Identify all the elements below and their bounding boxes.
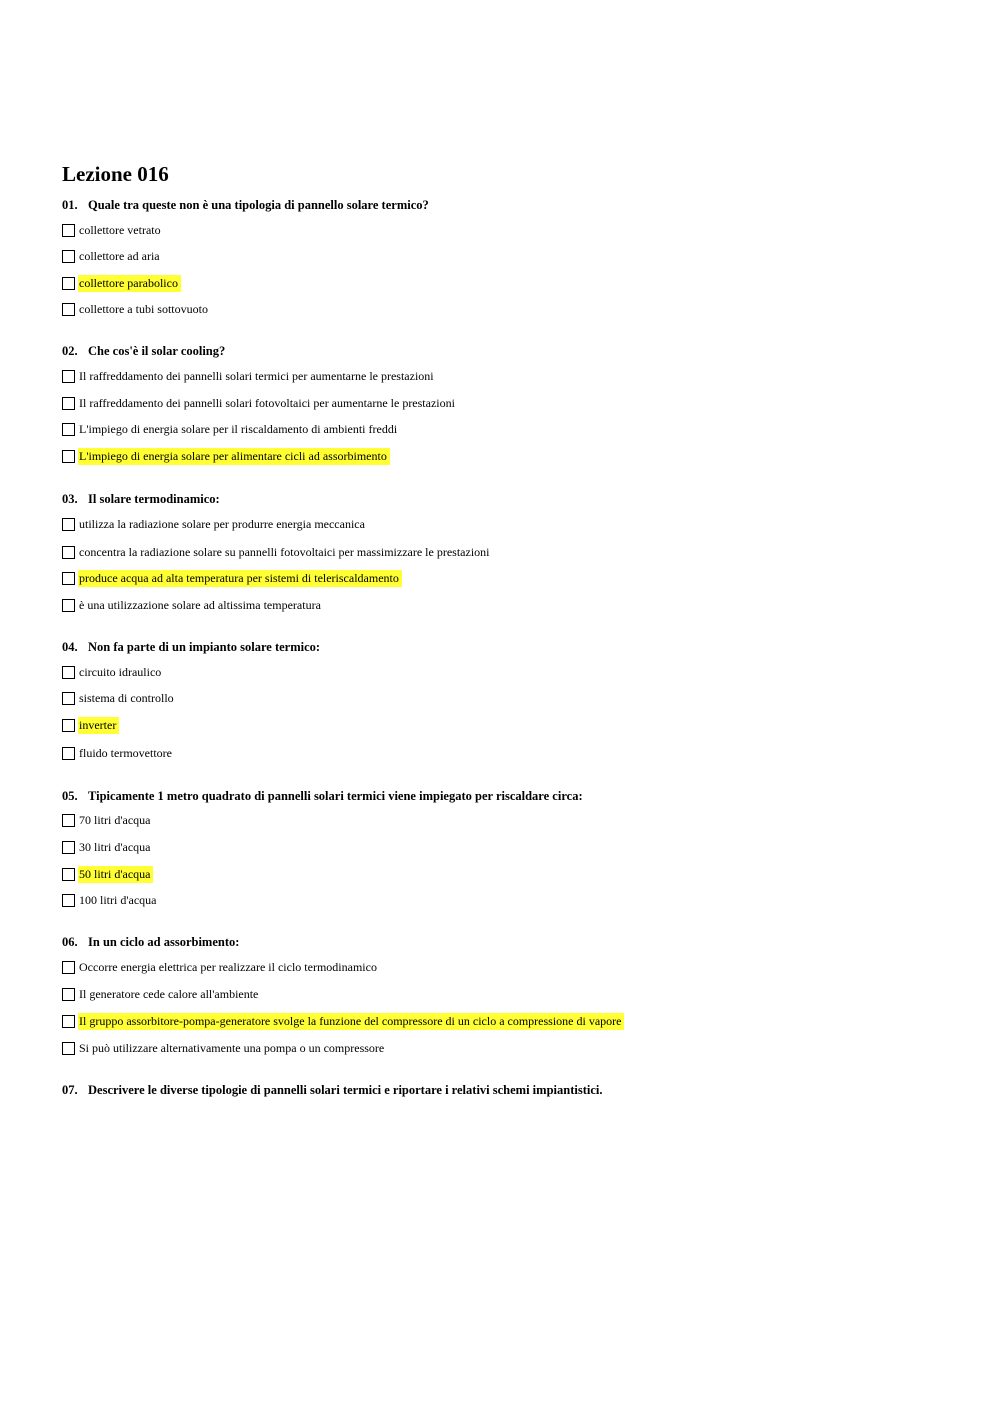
option-02-c[interactable] [62,421,400,438]
answer-checkbox[interactable] [62,719,75,732]
option-01-d[interactable] [62,301,211,318]
option-04-a[interactable] [62,664,164,681]
option-text-highlighted: Il gruppo assorbitore-pompa-generatore svolge la funzione del compressore di un ciclo a compressione di vapore [78,1013,624,1030]
question-03 [62,491,220,507]
lesson-title: Lezione 016 [62,162,169,186]
option-text: circuito idraulico [79,665,162,679]
question-number: 06. [62,935,78,949]
option-03-d[interactable] [62,597,324,614]
answer-checkbox[interactable] [62,572,75,585]
answer-checkbox[interactable] [62,1015,75,1028]
question-text: Tipicamente 1 metro quadrato di pannelli solari termici viene impiegato per riscaldare circa: [88,789,583,803]
option-06-b[interactable] [62,986,261,1003]
option-text: collettore vetrato [79,223,161,237]
question-04 [62,639,320,655]
option-06-a[interactable] [62,959,380,976]
option-text-highlighted: inverter [78,717,119,734]
option-text-highlighted: produce acqua ad alta temperatura per sistemi di teleriscaldamento [78,570,402,587]
option-text: utilizza la radiazione solare per produrre energia meccanica [79,517,365,531]
option-text: fluido termovettore [79,746,172,760]
answer-checkbox[interactable] [62,988,75,1001]
option-04-c[interactable] [62,717,119,734]
option-05-d[interactable] [62,892,159,909]
answer-checkbox[interactable] [62,224,75,237]
answer-checkbox[interactable] [62,747,75,760]
option-03-c[interactable] [62,570,402,587]
option-text-highlighted: 50 litri d'acqua [78,866,153,883]
option-01-b[interactable] [62,248,163,265]
answer-checkbox[interactable] [62,1042,75,1055]
answer-checkbox[interactable] [62,370,75,383]
option-05-c[interactable] [62,866,153,883]
option-text: collettore a tubi sottovuoto [79,302,208,316]
question-number: 02. [62,344,78,358]
question-text: Non fa parte di un impianto solare termico: [88,640,321,654]
question-number: 03. [62,492,78,506]
option-02-a[interactable] [62,368,437,385]
question-06 [62,934,239,950]
question-05 [62,788,583,804]
option-text: Il raffreddamento dei pannelli solari fotovoltaici per aumentarne le prestazioni [79,396,455,410]
option-01-a[interactable] [62,222,164,239]
option-06-d[interactable] [62,1040,387,1057]
option-04-b[interactable] [62,690,177,707]
option-04-d[interactable] [62,745,175,762]
answer-checkbox[interactable] [62,518,75,531]
option-text: sistema di controllo [79,691,174,705]
option-text: è una utilizzazione solare ad altissima temperatura [79,598,321,612]
option-01-c[interactable] [62,275,181,292]
option-text: Si può utilizzare alternativamente una pompa o un compressore [79,1041,385,1055]
option-text-highlighted: L'impiego di energia solare per alimentare cicli ad assorbimento [78,448,390,465]
question-text: In un ciclo ad assorbimento: [88,935,240,949]
answer-checkbox[interactable] [62,397,75,410]
option-text: 30 litri d'acqua [79,840,151,854]
answer-checkbox[interactable] [62,277,75,290]
answer-checkbox[interactable] [62,250,75,263]
answer-checkbox[interactable] [62,303,75,316]
option-03-a[interactable] [62,516,368,533]
answer-checkbox[interactable] [62,546,75,559]
answer-checkbox[interactable] [62,450,75,463]
answer-checkbox[interactable] [62,666,75,679]
question-number: 07. [62,1083,78,1097]
option-text: 100 litri d'acqua [79,893,157,907]
answer-checkbox[interactable] [62,961,75,974]
option-05-a[interactable] [62,812,153,829]
question-01 [62,197,429,213]
question-number: 05. [62,789,78,803]
answer-checkbox[interactable] [62,814,75,827]
option-02-d[interactable] [62,448,390,465]
question-text: Descrivere le diverse tipologie di pannelli solari termici e riportare i relativi schemi impiantistici. [88,1083,603,1097]
question-number: 04. [62,640,78,654]
option-06-c[interactable] [62,1013,624,1030]
answer-checkbox[interactable] [62,599,75,612]
answer-checkbox[interactable] [62,894,75,907]
question-07 [62,1082,602,1098]
option-05-b[interactable] [62,839,153,856]
option-text: Il generatore cede calore all'ambiente [79,987,259,1001]
answer-checkbox[interactable] [62,841,75,854]
question-text: Quale tra queste non è una tipologia di pannello solare termico? [88,198,429,212]
option-text: 70 litri d'acqua [79,813,151,827]
answer-checkbox[interactable] [62,692,75,705]
answer-checkbox[interactable] [62,423,75,436]
option-text: concentra la radiazione solare su pannelli fotovoltaici per massimizzare le prestazioni [79,545,490,559]
question-number: 01. [62,198,78,212]
option-text: collettore ad aria [79,249,160,263]
question-text: Il solare termodinamico: [88,492,220,506]
question-text: Che cos'è il solar cooling? [88,344,226,358]
option-text-highlighted: collettore parabolico [78,275,181,292]
option-text: Il raffreddamento dei pannelli solari termici per aumentarne le prestazioni [79,369,434,383]
option-02-b[interactable] [62,395,458,412]
option-text: Occorre energia elettrica per realizzare il ciclo termodinamico [79,960,377,974]
option-03-b[interactable] [62,544,493,561]
question-02 [62,343,225,359]
option-text: L'impiego di energia solare per il riscaldamento di ambienti freddi [79,422,398,436]
answer-checkbox[interactable] [62,868,75,881]
